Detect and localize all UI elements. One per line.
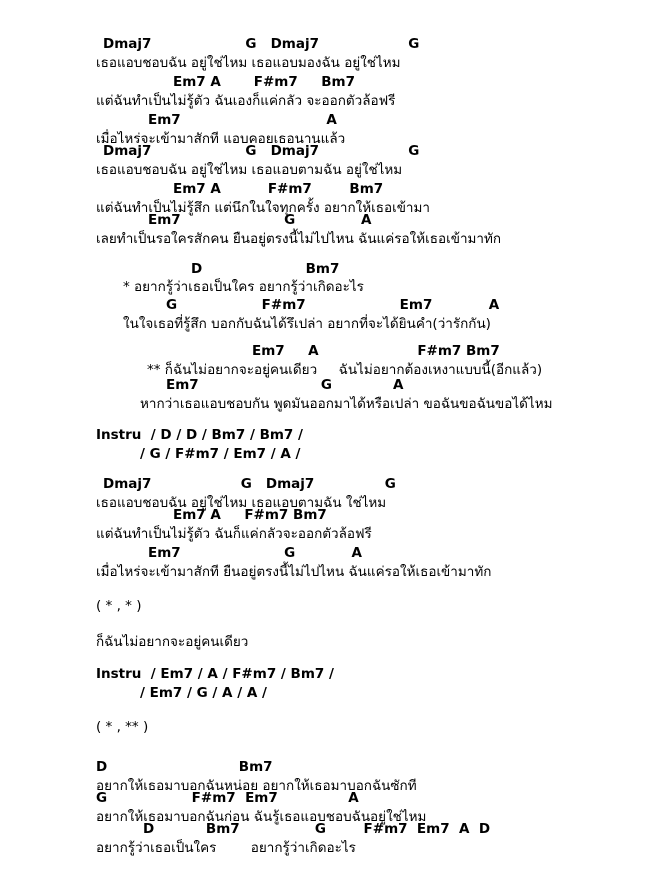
chord-line: / Em7 / G / A / A /	[140, 685, 267, 701]
lyric-line: หากว่าเธอแอบชอบกัน พูดมันออกมาได้หรือเปล่า ขอฉันขอฉันขอได้ไหม	[140, 396, 553, 412]
chord-line: D Bm7	[96, 759, 273, 775]
chord-line: Em7 G A	[166, 377, 404, 393]
lyric-line: เธอแอบชอบฉัน อยู่ใช่ไหม เธอแอบตามฉัน ใช่ไหม	[96, 495, 387, 511]
lyric-line: ในใจเธอที่รู้สึก บอกกับฉันได้รึเปล่า อยากที่จะได้ยินคำ(ว่ารักกัน)	[123, 316, 491, 332]
lyric-line: ** ก็ฉันไม่อยากจะอยู่คนเดียว ฉันไม่อยากต้องเหงาแบบนี้(อีกแล้ว)	[147, 362, 543, 378]
repeat-marker: ( * , ** )	[96, 719, 149, 735]
chord-line: Em7 G A	[148, 212, 372, 228]
chord-line: Em7 A F#m7 Bm7	[173, 181, 384, 197]
lyric-line: อยากให้เธอมาบอกฉันก่อน ฉันรู้เธอแอบชอบฉันอยู่ใช่ไหม	[96, 809, 427, 825]
section-label: Instru / Em7 / A / F#m7 / Bm7 /	[96, 666, 334, 682]
lyric-line: เลยทำเป็นรอใครสักคน ยืนอยู่ตรงนี้ไม่ไปไหน ฉันแค่รอให้เธอเข้ามาทัก	[96, 231, 502, 247]
lyric-line: * อยากรู้ว่าเธอเป็นใคร อยากรู้ว่าเกิดอะไร	[123, 279, 364, 295]
lyric-line: เธอแอบชอบฉัน อยู่ใช่ไหม เธอแอบมองฉัน อยู่ใช่ไหม	[96, 55, 401, 71]
chord-line: Dmaj7 G Dmaj7 G	[103, 143, 420, 159]
chord-line: G F#m7 Em7 A	[166, 297, 500, 313]
lyric-line: อยากให้เธอมาบอกฉันหน่อย อยากให้เธอมาบอกฉันซักที	[96, 778, 417, 794]
chord-line: Em7 A	[148, 112, 337, 128]
chord-line: Em7 A F#m7 Bm7	[173, 74, 355, 90]
chord-line: Dmaj7 G Dmaj7 G	[103, 476, 396, 492]
lyric-line: แต่ฉันทำเป็นไม่รู้สึก แต่นึกในใจทุกครั้ง อยากให้เธอเข้ามา	[96, 200, 430, 216]
section-label: Instru / D / D / Bm7 / Bm7 /	[96, 427, 303, 443]
chord-line: D Bm7	[191, 261, 340, 277]
chord-line: / G / F#m7 / Em7 / A /	[140, 446, 301, 462]
chord-line: D Bm7 G F#m7 Em7 A D	[96, 821, 491, 837]
lyric-line: อยากรู้ว่าเธอเป็นใคร อยากรู้ว่าเกิดอะไร	[96, 840, 356, 856]
chord-line: Em7 A F#m7 Bm7	[252, 343, 500, 359]
chord-line: Em7 G A	[148, 545, 363, 561]
chord-line: Dmaj7 G Dmaj7 G	[103, 36, 420, 52]
lyric-line: เมื่อไหร่จะเข้ามาสักที ยืนอยู่ตรงนี้ไม่ไปไหน ฉันแค่รอให้เธอเข้ามาทัก	[96, 564, 492, 580]
lyric-line: แต่ฉันทำเป็นไม่รู้ตัว ฉันเองก็แค่กลัว จะออกตัวล้อฟรี	[96, 93, 396, 109]
chord-line: Em7 A F#m7 Bm7	[173, 507, 327, 523]
lyric-line: เมื่อไหร่จะเข้ามาสักที แอบคอยเธอนานแล้ว	[96, 131, 346, 147]
chord-line: G F#m7 Em7 A	[96, 790, 359, 806]
lyric-line: แต่ฉันทำเป็นไม่รู้ตัว ฉันก็แค่กลัวจะออกตัวล้อฟรี	[96, 526, 372, 542]
repeat-marker: ( * , * )	[96, 598, 142, 614]
lyric-line: ก็ฉันไม่อยากจะอยู่คนเดียว	[96, 634, 249, 650]
lyric-line: เธอแอบชอบฉัน อยู่ใช่ไหม เธอแอบตามฉัน อยู่ใช่ไหม	[96, 162, 403, 178]
